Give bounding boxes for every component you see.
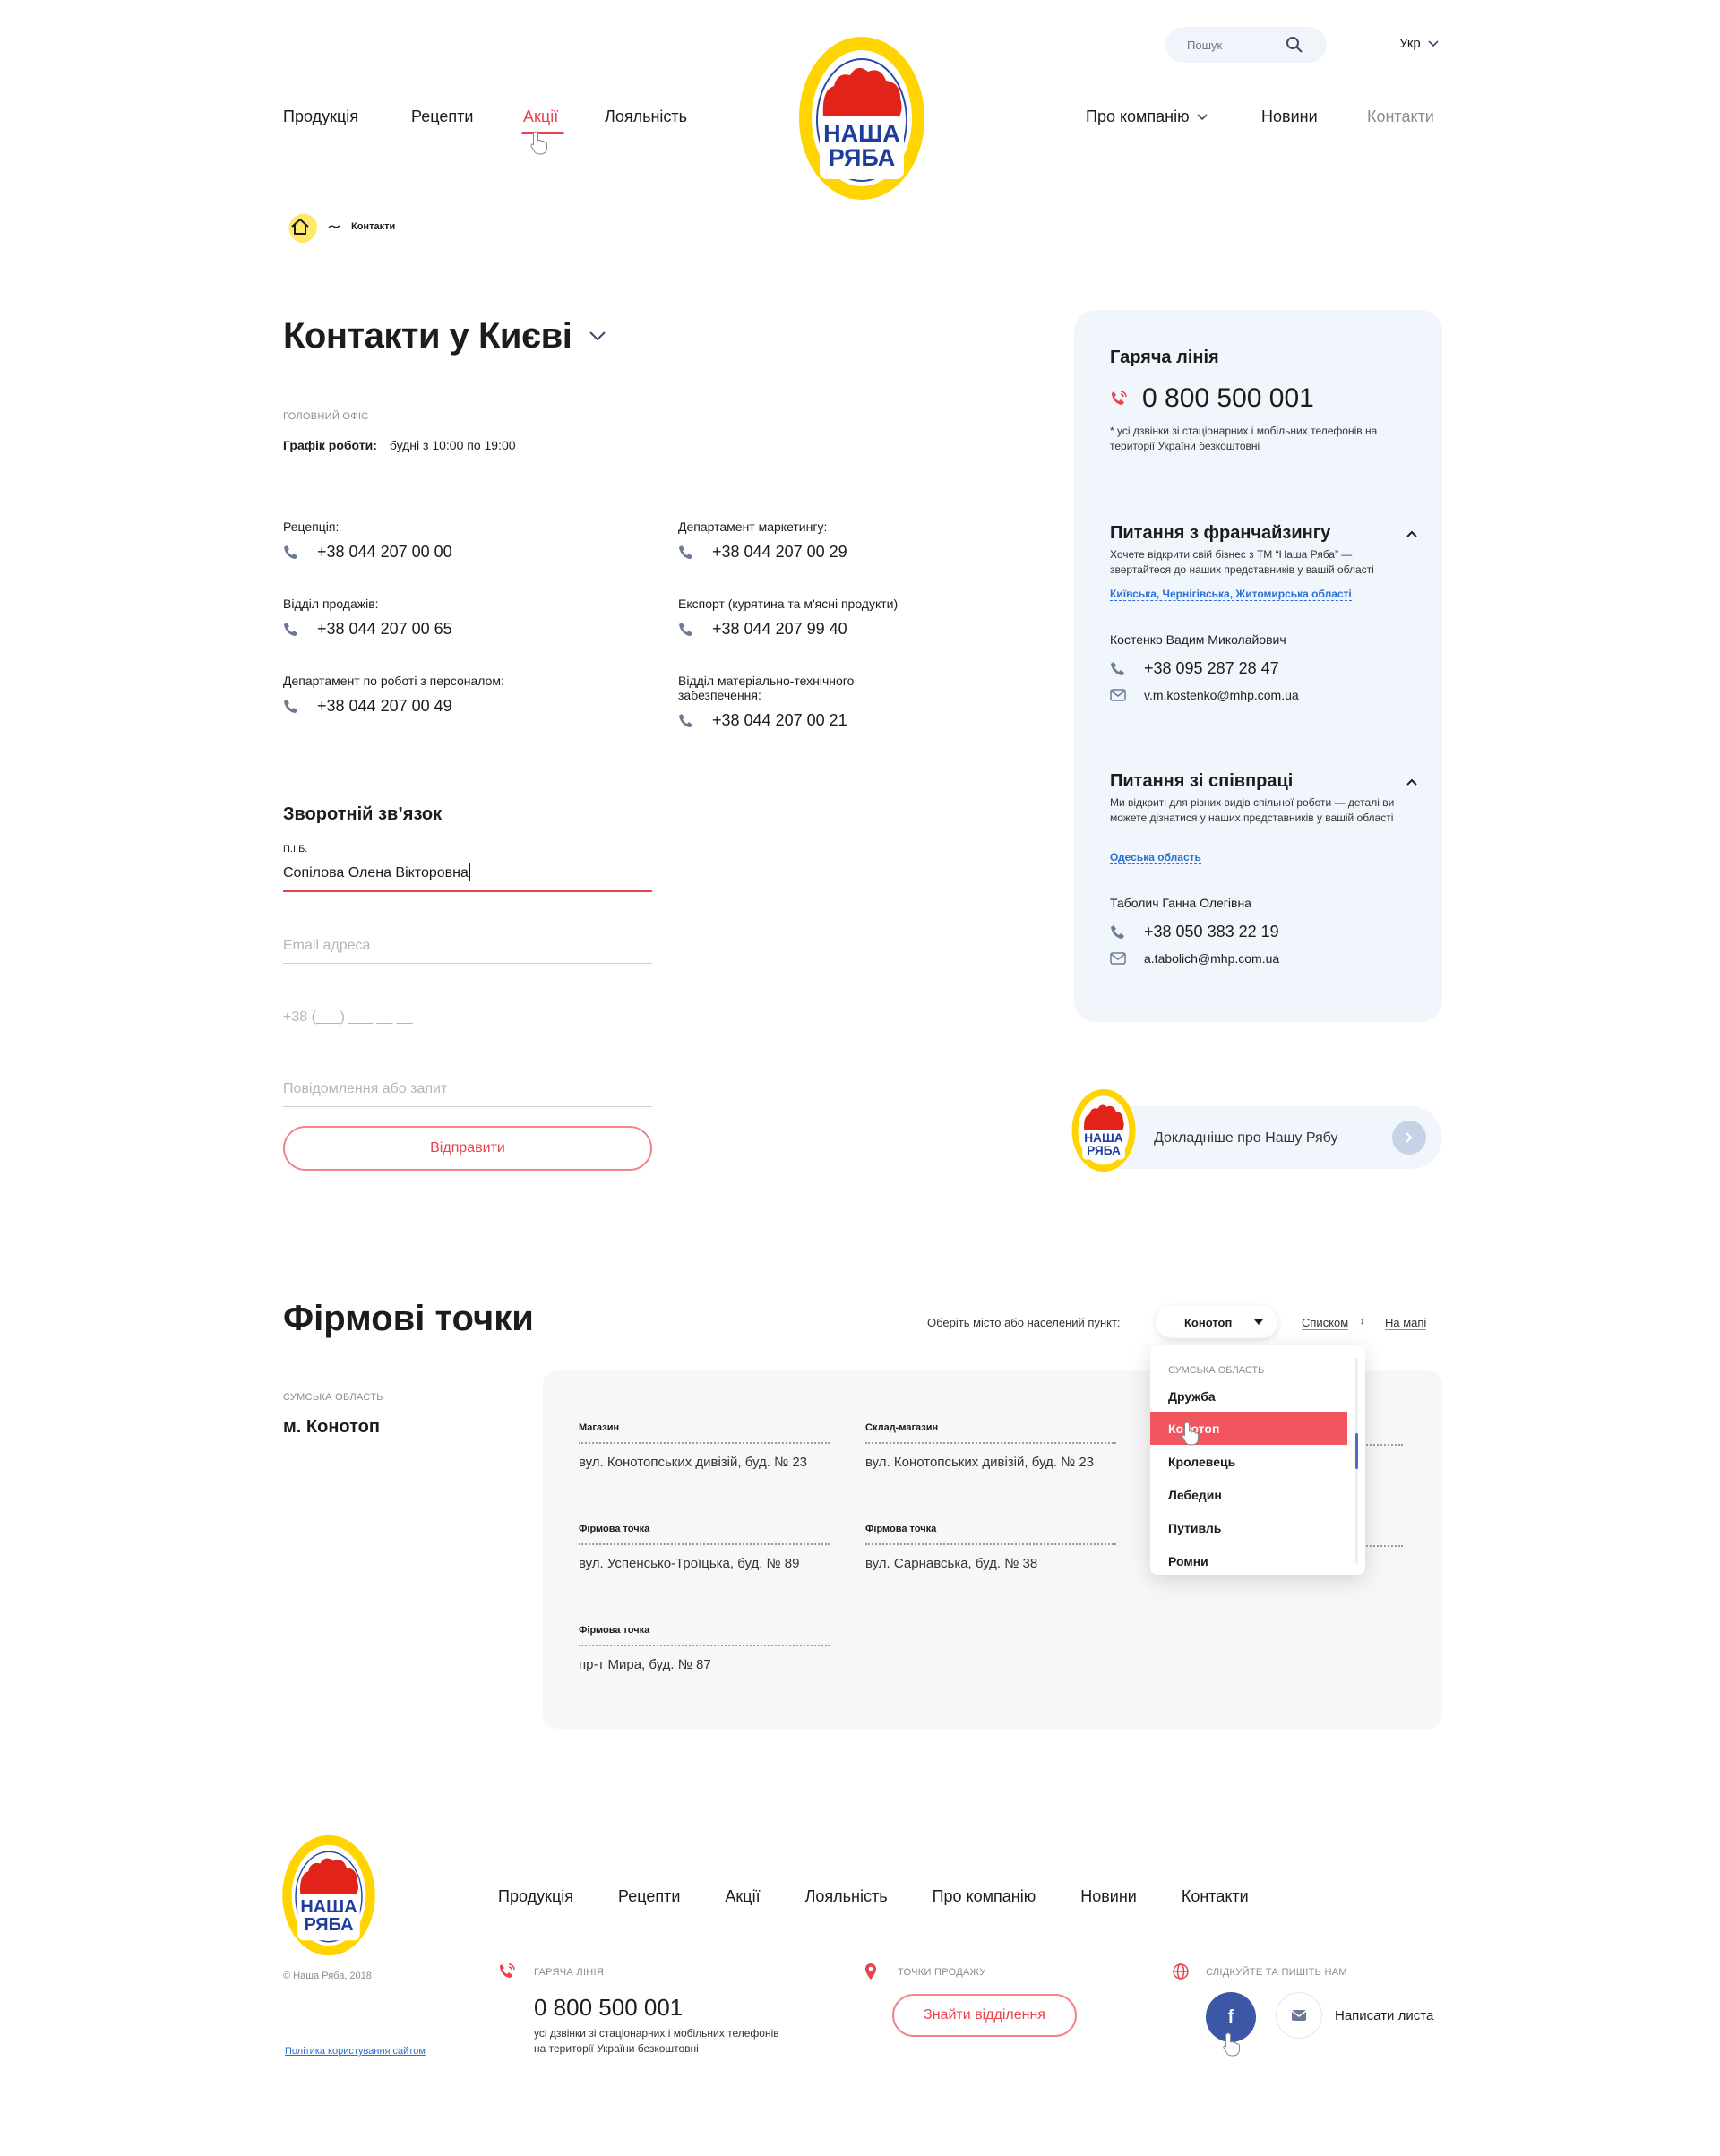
email-placeholder: Email адреса [283, 938, 371, 953]
name-label: П.І.Б. [283, 844, 308, 855]
point-item[interactable] [865, 1422, 1116, 1470]
hand-cursor-icon [529, 130, 549, 155]
location-pin-icon [864, 1963, 878, 1980]
point-address: вул. Сарнавська, буд. № 38 [865, 1556, 1038, 1571]
write-letter-button[interactable] [1276, 1992, 1433, 2039]
breadcrumb-separator-icon [328, 224, 340, 229]
cooperation-title: Питання зі співпраці [1110, 771, 1294, 791]
dropdown-option[interactable]: Путивль [1168, 1520, 1222, 1535]
phone-link[interactable]: +38 044 207 00 21 [712, 711, 847, 729]
find-branch-button[interactable]: Знайти відділення [892, 1994, 1077, 2037]
text-caret [469, 863, 470, 881]
policy-link[interactable]: Політика користування сайтом [285, 2046, 426, 2057]
department-label: Відділ продажів: [283, 597, 379, 611]
phone-icon [283, 699, 299, 715]
badge-text-bottom: РЯБА [1087, 1143, 1121, 1157]
email-field[interactable] [283, 928, 652, 964]
language-switcher[interactable] [1399, 36, 1439, 51]
franchise-text: Хочете відкрити свій бізнес з ТМ “Наша Ряба” — звертайтеся до наших представників у вашій області [1110, 548, 1374, 576]
arrow-right-button[interactable] [1392, 1121, 1426, 1155]
dropdown-region: СУМСЬКА ОБЛАСТЬ [1168, 1365, 1265, 1376]
office-caption: ГОЛОВНИЙ ОФІС [283, 411, 369, 422]
point-type: Магазин [579, 1422, 830, 1444]
dropdown-option[interactable]: Лебедин [1168, 1487, 1222, 1502]
home-icon [290, 218, 310, 236]
caret-down-icon [1254, 1319, 1263, 1325]
franchise-title: Питання з франчайзингу [1110, 523, 1331, 543]
city-select[interactable] [1156, 1306, 1277, 1338]
region-caption: СУМСЬКА ОБЛАСТЬ [283, 1392, 383, 1403]
nav-loyalty[interactable]: Лояльність [605, 107, 688, 125]
cooperation-phone[interactable]: +38 050 383 22 19 [1144, 923, 1279, 941]
phone-icon [283, 622, 299, 638]
dropdown-scrollbar[interactable] [1355, 1358, 1358, 1564]
feedback-title: Зворотній зв’язок [283, 804, 443, 824]
search-box[interactable] [1165, 27, 1327, 63]
city-select-label: Оберіть місто або населений пункт: [927, 1316, 1121, 1329]
footer-nav-recipes[interactable]: Рецепти [618, 1887, 681, 1905]
dropdown-option[interactable]: Кролевець [1168, 1454, 1236, 1469]
hand-cursor-icon [1222, 2031, 1242, 2057]
footer-nav-about[interactable]: Про компанію [932, 1887, 1036, 1905]
footer-hotline-caption: ГАРЯЧА ЛІНІЯ [534, 1967, 605, 1978]
franchise-phone[interactable]: +38 095 287 28 47 [1144, 659, 1279, 677]
department-label: Рецепція: [283, 520, 340, 534]
department-label: Відділ матеріально-технічного забезпечення: [678, 674, 855, 702]
phone-icon [1110, 661, 1126, 677]
footer-nav-products[interactable]: Продукція [498, 1887, 573, 1905]
dropdown-option-selected[interactable]: Конотоп [1150, 1412, 1347, 1445]
department-sales [283, 597, 452, 639]
breadcrumb-home[interactable] [283, 210, 317, 244]
franchise-phone-row [1110, 659, 1279, 678]
message-placeholder: Повідомлення або запит [283, 1081, 448, 1096]
mail-icon [1110, 689, 1126, 701]
nav-promotions[interactable]: Акції [523, 107, 559, 125]
phone-field[interactable] [283, 1000, 652, 1035]
cooperation-phone-row [1110, 923, 1279, 941]
phone-link[interactable]: +38 044 207 00 00 [317, 543, 452, 561]
search-input[interactable] [1187, 39, 1286, 52]
hotline-row [1110, 383, 1314, 414]
footer-nav-promotions[interactable]: Акції [725, 1887, 761, 1905]
mail-icon [1110, 952, 1126, 965]
phone-ringing-icon [498, 1963, 516, 1980]
phone-link[interactable]: +38 044 207 00 49 [317, 697, 452, 715]
submit-button[interactable]: Відправити [283, 1126, 652, 1171]
footer-hotline-note-1: усі дзвінки зі стаціонарних і мобільних телефонів [534, 2027, 779, 2040]
footer-nav [498, 1887, 1294, 1906]
footer-points-caption: ТОЧКИ ПРОДАЖУ [898, 1967, 986, 1978]
message-field[interactable] [283, 1071, 652, 1107]
cooperation-email[interactable]: a.tabolich@mhp.com.ua [1144, 951, 1280, 966]
name-value: Сопілова Олена Вікторовна [283, 865, 469, 880]
hotline-title: Гаряча лінія [1110, 348, 1219, 367]
logo-text-bottom: РЯБА [828, 144, 896, 171]
phone-icon [678, 713, 694, 729]
department-hr [283, 674, 504, 716]
search-icon[interactable] [1286, 36, 1303, 54]
department-label: Експорт (курятина та м'ясні продукти) [678, 597, 899, 611]
name-field[interactable] [283, 856, 652, 892]
point-type: Фірмова точка [579, 1625, 830, 1646]
language-label: Укр [1399, 36, 1421, 51]
phone-icon [678, 545, 694, 561]
chevron-up-icon[interactable] [1406, 778, 1417, 786]
point-type: Склад-магазин [865, 1422, 1116, 1444]
point-type: Фірмова точка [579, 1524, 830, 1545]
brand-badge-icon [1071, 1088, 1136, 1172]
department-label: Департамент маркетингу: [678, 520, 828, 534]
scrollbar-thumb[interactable] [1355, 1433, 1358, 1469]
city-name: м. Конотоп [283, 1417, 380, 1437]
phone-icon [1110, 924, 1126, 941]
cooperation-region-link[interactable]: Одеська область [1110, 851, 1201, 863]
copyright: © Наша Ряба, 2018 [283, 1971, 372, 1981]
phone-link[interactable]: +38 044 207 00 65 [317, 620, 452, 638]
point-item[interactable] [865, 1524, 1116, 1571]
sort-icon: ↕ [1360, 1316, 1365, 1327]
department-export [678, 597, 898, 639]
footer-logo-text-bottom: РЯБА [304, 1915, 354, 1936]
mail-icon-circle [1276, 1992, 1322, 2039]
city-dropdown-menu [1150, 1345, 1365, 1575]
page-title: Контакти у Києві [283, 316, 572, 356]
point-item[interactable] [579, 1422, 830, 1470]
point-address: пр-т Мира, буд. № 87 [579, 1657, 711, 1672]
footer-hotline-number[interactable]: 0 800 500 001 [534, 1994, 684, 2021]
nav-news[interactable]: Новини [1261, 107, 1318, 125]
breadcrumb-current: Контакти [351, 221, 396, 232]
badge-text-top: НАША [1084, 1131, 1123, 1146]
footer-nav-news[interactable]: Новини [1080, 1887, 1137, 1905]
city-selector[interactable] [283, 316, 606, 356]
cooperation-person: Таболич Ганна Олегівна [1110, 896, 1251, 910]
franchise-email-row [1110, 688, 1299, 702]
phone-link[interactable]: +38 044 207 00 29 [712, 543, 847, 561]
dropdown-option[interactable]: Ромни [1168, 1553, 1208, 1568]
nav-products[interactable]: Продукція [283, 107, 358, 125]
footer-social-caption: СЛІДКУЙТЕ ТА ПИШІТЬ НАМ [1206, 1967, 1347, 1978]
nav-contacts[interactable]: Контакти [1367, 107, 1434, 125]
chevron-down-icon[interactable] [589, 331, 606, 341]
franchise-email[interactable]: v.m.kostenko@mhp.com.ua [1144, 688, 1299, 702]
logo[interactable] [798, 36, 925, 201]
footer-nav-contacts[interactable]: Контакти [1181, 1887, 1249, 1905]
nav-about-label: Про компанію [1086, 107, 1190, 125]
facebook-icon: f [1227, 2006, 1234, 2027]
franchise-regions-link[interactable]: Київська, Чернігівська, Житомирська області [1110, 588, 1352, 600]
department-label: Департамент по роботі з персоналом: [283, 674, 504, 688]
chevron-up-icon[interactable] [1406, 530, 1417, 537]
about-brand-label: Докладніше про Нашу Рябу [1154, 1130, 1338, 1146]
hotline-note: * усі дзвінки зі стаціонарних і мобільних телефонів на території України безкоштовні [1110, 425, 1378, 452]
cooperation-text: Ми відкриті для різних видів спільної роботи — деталі ви можете дізнатися у наших представників у вашій області [1110, 796, 1395, 824]
footer-logo[interactable] [281, 1834, 376, 1956]
footer-hotline-note-2: на території України безкоштовні [534, 2042, 699, 2055]
view-map-link[interactable]: На мапі [1385, 1316, 1427, 1329]
city-select-value: Конотоп [1184, 1315, 1233, 1329]
globe-icon [1172, 1963, 1190, 1980]
hotline-number[interactable]: 0 800 500 001 [1142, 383, 1314, 413]
schedule [283, 438, 516, 452]
footer-nav-loyalty[interactable]: Лояльність [804, 1887, 888, 1905]
point-item[interactable] [579, 1524, 830, 1571]
phone-placeholder: +38 (___) ___ __ __ [283, 1009, 413, 1025]
point-item[interactable] [579, 1625, 830, 1672]
schedule-label: Графік роботи: [283, 438, 377, 452]
chevron-down-icon [1428, 40, 1439, 47]
department-marketing [678, 520, 847, 562]
chevron-right-icon [1406, 1132, 1413, 1143]
nav-about[interactable] [1086, 107, 1208, 126]
phone-link[interactable]: +38 044 207 99 40 [712, 620, 847, 638]
chevron-down-icon [1197, 114, 1208, 121]
department-reception [283, 520, 452, 562]
schedule-value: будні з 10:00 по 19:00 [389, 438, 516, 452]
phone-icon [678, 622, 694, 638]
view-list-link[interactable]: Списком [1302, 1316, 1349, 1329]
point-type: Фірмова точка [865, 1524, 1116, 1545]
nav-recipes[interactable]: Рецепти [411, 107, 474, 125]
point-address: вул. Конотопських дивізій, буд. № 23 [579, 1455, 808, 1470]
point-address: вул. Успенсько-Троїцька, буд. № 89 [579, 1556, 800, 1571]
phone-ringing-icon [1110, 390, 1128, 408]
cooperation-email-row [1110, 951, 1279, 966]
mail-icon [1291, 2009, 1307, 2022]
breadcrumb [283, 210, 395, 244]
point-address: вул. Конотопських дивізій, буд. № 23 [865, 1455, 1095, 1470]
points-title: Фірмові точки [283, 1299, 534, 1338]
logo-badge [798, 36, 925, 201]
phone-icon [283, 545, 299, 561]
department-logistics [678, 674, 929, 730]
franchise-person: Костенко Вадим Миколайович [1110, 632, 1286, 647]
logo-text-top: НАША [823, 120, 900, 147]
dropdown-option[interactable]: Дружба [1168, 1389, 1216, 1404]
write-letter-label: Написати листа [1335, 2007, 1434, 2023]
hand-cursor-icon [1181, 1421, 1200, 1446]
footer-logo-text-top: НАША [300, 1897, 357, 1918]
